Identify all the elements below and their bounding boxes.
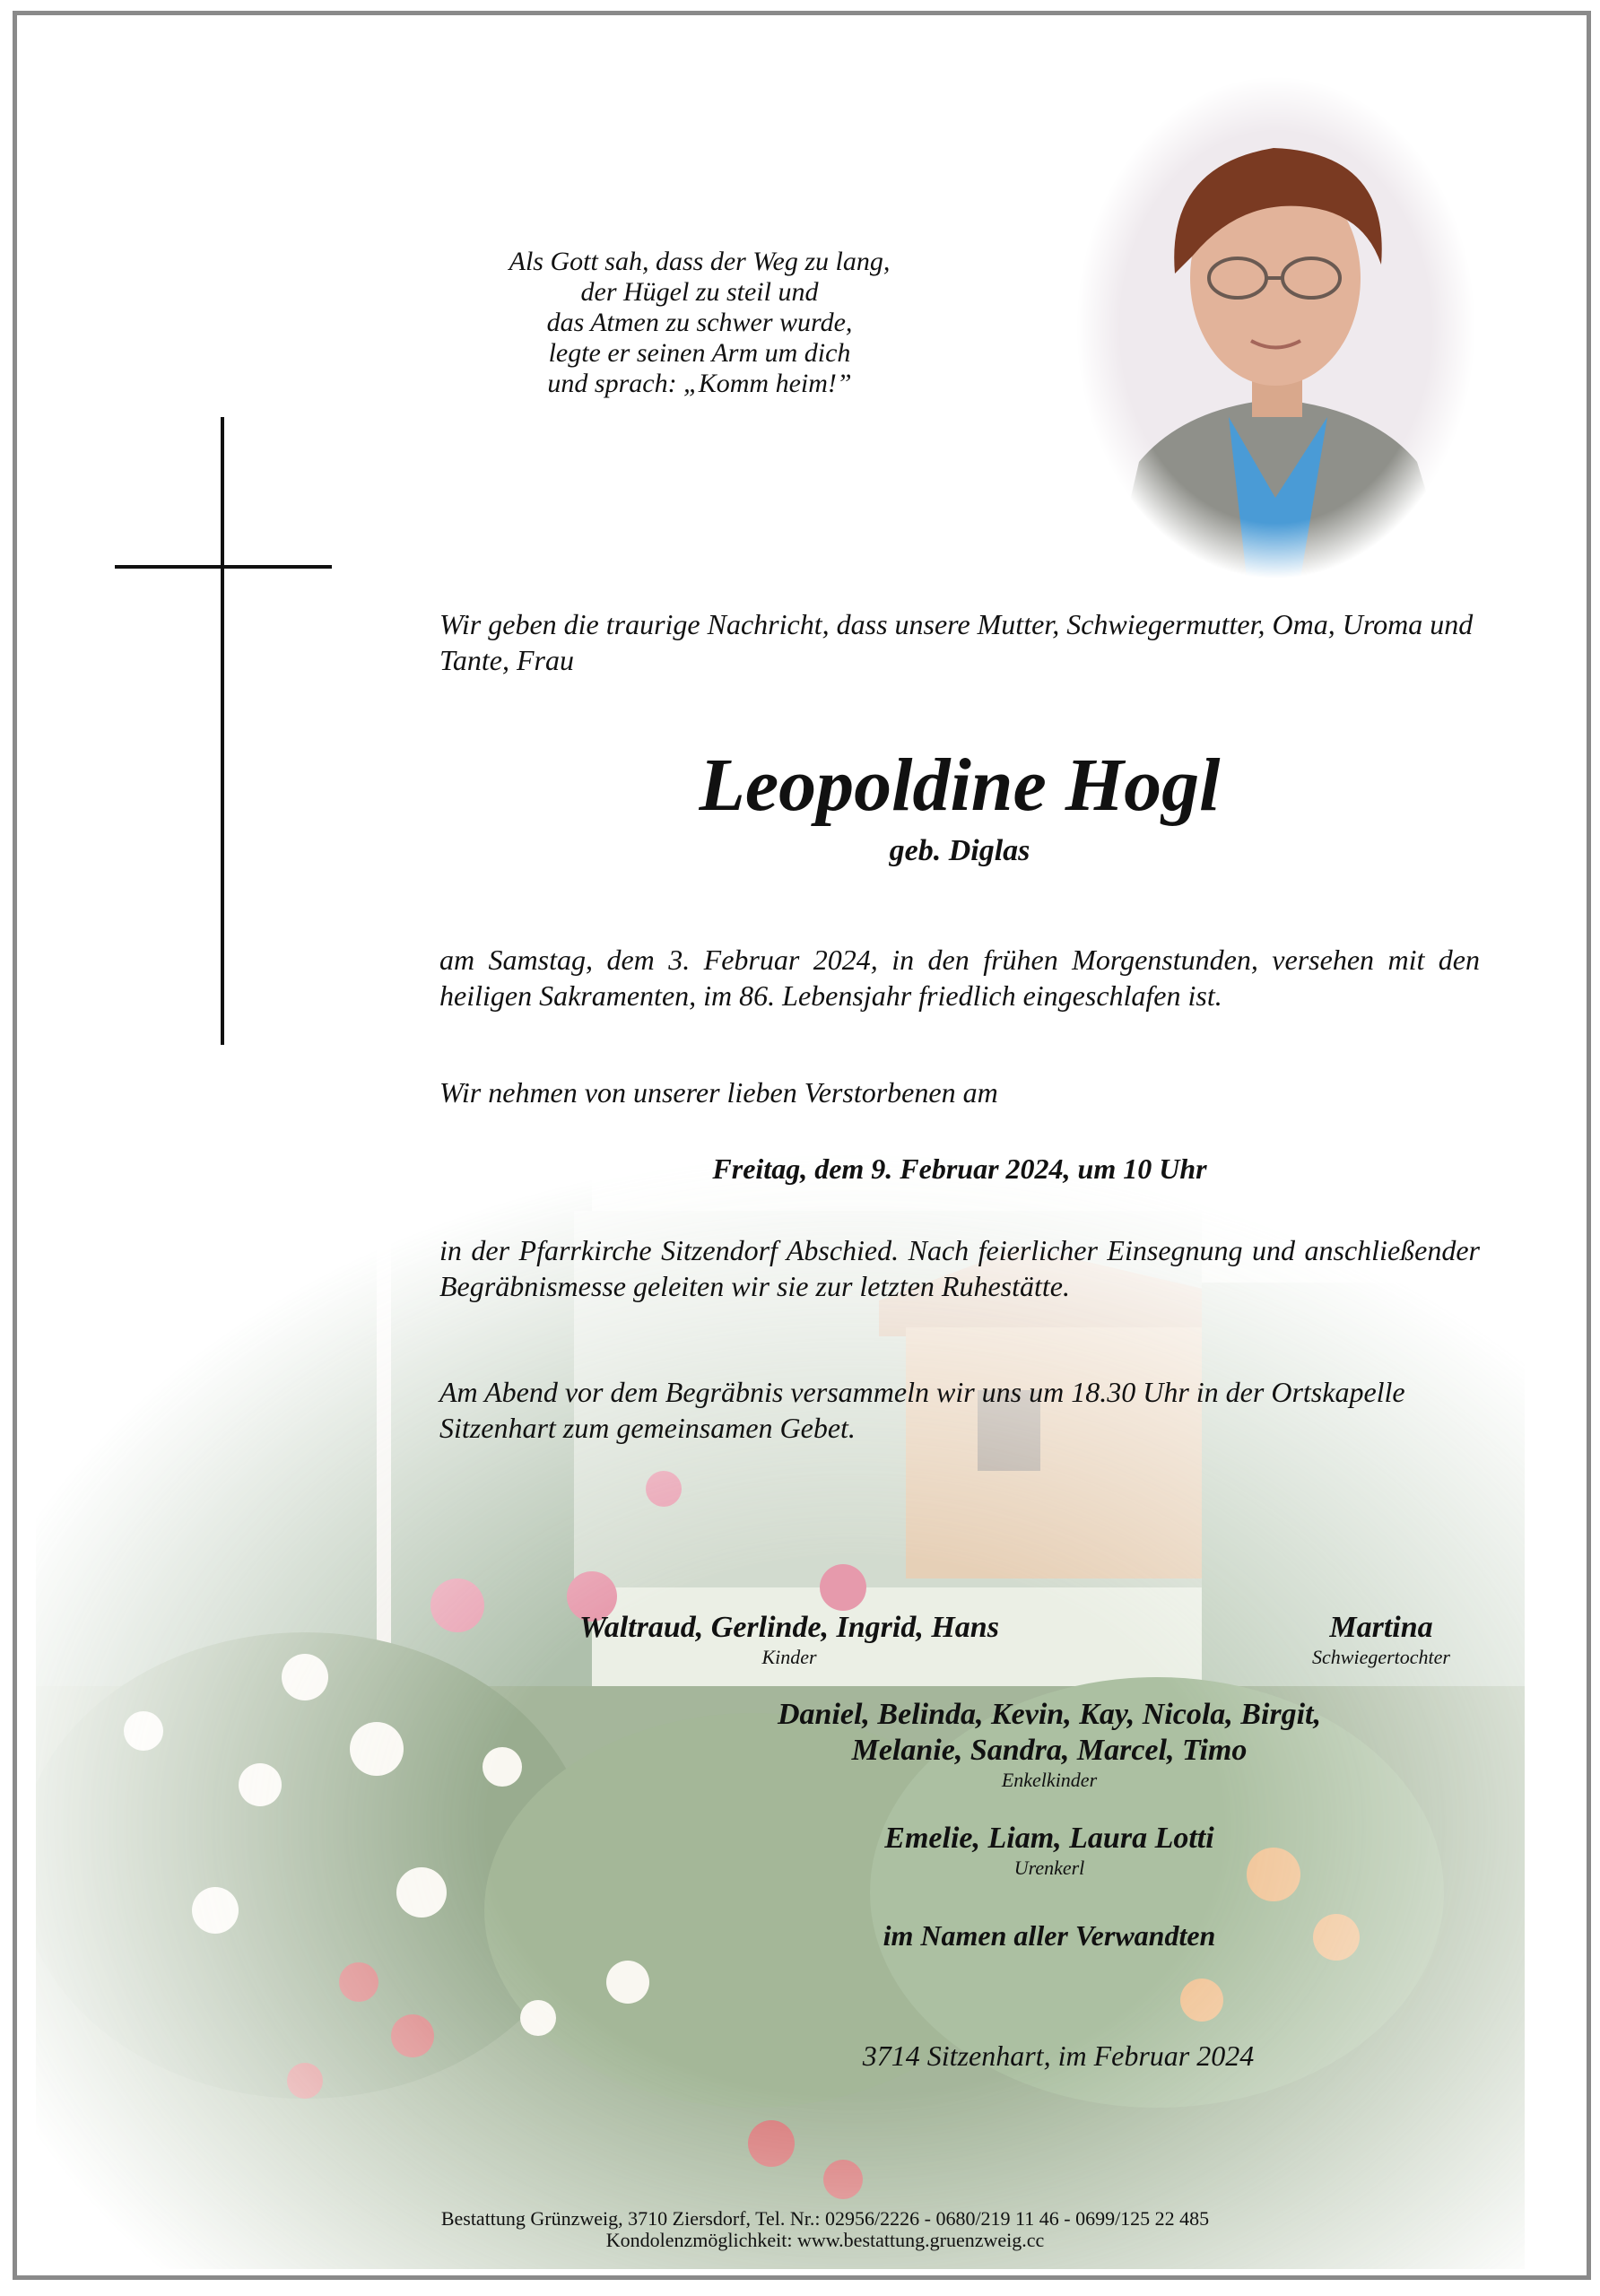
church-details: in der Pfarrkirche Sitzendorf Abschied. Nach feierlicher Einsegnung und anschließender Begräbnismesse geleiten wir sie zur letzten Ruhestätte. <box>439 1234 1480 1302</box>
funeral-date: Freitag, dem 9. Februar 2024, um 10 Uhr <box>712 1152 1207 1185</box>
mourners-grandchildren <box>709 1697 1390 1792</box>
all-relatives: im Namen aller Verwandten <box>883 1919 1216 1952</box>
daughter-in-law-role: Schwiegertochter <box>1312 1646 1450 1668</box>
place-date: 3714 Sitzenhart, im Februar 2024 <box>862 2039 1255 2072</box>
footer-condolence: Kondolenzmöglichkeit: www.bestattung.gruenzweig.cc <box>605 2229 1045 2251</box>
children-names: Waltraud, Gerlinde, Ingrid, Hans <box>579 1611 999 1644</box>
quote-line: legte er seinen Arm um dich <box>548 338 851 368</box>
mourners-daughter-in-law <box>1256 1610 1507 1669</box>
children-role: Kinder <box>761 1646 817 1668</box>
evening-prayer: Am Abend vor dem Begräbnis versammeln wir uns um 18.30 Uhr in der Ortskapelle Sitzenhart zum gemeinsamen Gebet. <box>439 1376 1405 1444</box>
quote-line: und sprach: „Komm heim!” <box>547 369 852 398</box>
farewell-intro: Wir nehmen von unserer lieben Verstorbenen am <box>439 1076 998 1109</box>
portrait-photo <box>1076 76 1475 578</box>
grandchildren-names-line2: Melanie, Sandra, Marcel, Timo <box>851 1734 1248 1767</box>
daughter-in-law-name: Martina <box>1329 1611 1433 1644</box>
great-grandchildren-role: Urenkerl <box>1013 1857 1085 1879</box>
deceased-name: Leopoldine Hogl <box>699 744 1221 827</box>
mourners-children <box>502 1610 1076 1669</box>
grandchildren-role: Enkelkinder <box>1001 1769 1098 1791</box>
quote-line: das Atmen zu schwer wurde, <box>546 308 853 337</box>
great-grandchildren-names: Emelie, Liam, Laura Lotti <box>884 1822 1214 1855</box>
footer-funeral-home: Bestattung Grünzweig, 3710 Ziersdorf, Tel. Nr.: 02956/2226 - 0680/219 11 46 - 0699/125 22 485 <box>440 2207 1210 2230</box>
quote-line: der Hügel zu steil und <box>580 277 819 307</box>
death-details: am Samstag, dem 3. Februar 2024, in den frühen Morgenstunden, versehen mit den heiligen Sakramenten, im 86. Lebensjahr friedlich eingeschlafen ist. <box>439 944 1480 1012</box>
grandchildren-names-line1: Daniel, Belinda, Kevin, Kay, Nicola, Birgit, <box>777 1698 1322 1731</box>
footer <box>269 2208 1381 2251</box>
mourners-great-grandchildren <box>807 1821 1291 1880</box>
cross-icon <box>221 417 224 1045</box>
quote-line: Als Gott sah, dass der Weg zu lang, <box>509 247 891 276</box>
memorial-quote <box>502 247 897 399</box>
notice-intro: Wir geben die traurige Nachricht, dass unsere Mutter, Schwiegermutter, Oma, Uroma und Tante, Frau <box>439 608 1474 676</box>
cross-icon-bar <box>115 565 332 569</box>
maiden-name: geb. Diglas <box>889 834 1030 867</box>
